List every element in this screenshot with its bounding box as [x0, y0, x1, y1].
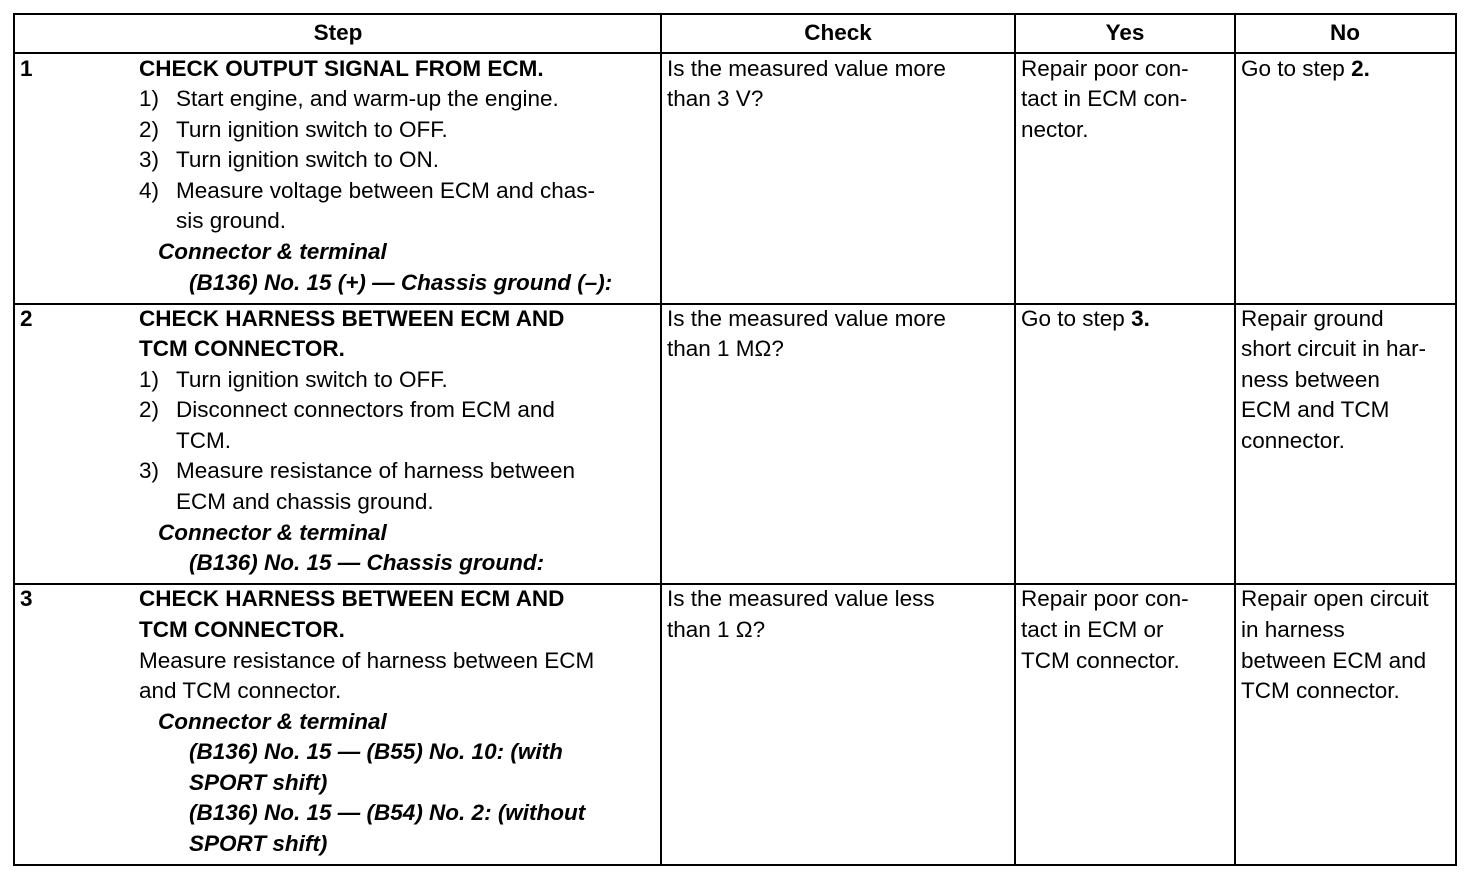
no-text: in harness — [1241, 617, 1345, 642]
procedure-text: sis ground. — [176, 208, 287, 233]
procedure-text: TCM. — [176, 428, 231, 453]
step-title: CHECK HARNESS BETWEEN ECM AND — [139, 586, 565, 611]
header-step: Step — [313, 20, 363, 45]
procedure-text: Turn ignition switch to ON. — [176, 147, 440, 172]
connector-label: Connector & terminal — [158, 709, 387, 734]
no-text: between ECM and — [1241, 648, 1427, 673]
yes-text: nector. — [1021, 117, 1089, 142]
header-no: No — [1330, 20, 1360, 45]
procedure-text: Measure voltage between ECM and chas- — [176, 178, 595, 203]
step-number: 2 — [20, 306, 33, 331]
yes-text: tact in ECM con- — [1021, 86, 1188, 111]
go-to-step-prefix: Go to step — [1021, 306, 1132, 331]
table-row-step-3 — [20, 586, 1429, 856]
procedure-number: 3) — [139, 147, 160, 172]
no-text: Repair ground — [1241, 306, 1384, 331]
yes-text: Repair poor con- — [1021, 586, 1189, 611]
check-text: than 1 Ω? — [667, 617, 766, 642]
table-row-step-1 — [20, 56, 1370, 295]
procedure-number: 1) — [139, 86, 160, 111]
connector-terminal-value: (B136) No. 15 — Chassis ground: — [189, 550, 545, 575]
check-text: than 1 MΩ? — [667, 336, 784, 361]
check-text: Is the measured value less — [667, 586, 935, 611]
no-text: Repair open circuit — [1241, 586, 1429, 611]
go-to-step-prefix: Go to step — [1241, 56, 1352, 81]
step-title: CHECK OUTPUT SIGNAL FROM ECM. — [139, 56, 544, 81]
procedure-text: ECM and chassis ground. — [176, 489, 434, 514]
no-text: short circuit in har- — [1241, 336, 1427, 361]
connector-terminal-value: (B136) No. 15 — (B54) No. 2: (without — [189, 800, 586, 825]
step-title: CHECK HARNESS BETWEEN ECM AND — [139, 306, 565, 331]
step-number: 3 — [20, 586, 33, 611]
no-text: connector. — [1241, 428, 1345, 453]
no-text: TCM connector. — [1241, 678, 1400, 703]
connector-terminal-value: (B136) No. 15 — (B55) No. 10: (with — [189, 739, 563, 764]
connector-terminal-value: (B136) No. 15 (+) — Chassis ground (–): — [189, 270, 613, 295]
go-to-step-number: 3. — [1131, 306, 1150, 331]
procedure-number: 4) — [139, 178, 160, 203]
header-yes: Yes — [1105, 20, 1145, 45]
header-check: Check — [804, 20, 872, 45]
check-text: than 3 V? — [667, 86, 764, 111]
table-row-step-2 — [20, 306, 1426, 575]
no-text: ness between — [1241, 367, 1380, 392]
table-header — [314, 20, 1360, 45]
procedure-text: Measure resistance of harness between — [176, 458, 575, 483]
procedure-text: Start engine, and warm-up the engine. — [176, 86, 559, 111]
connector-label: Connector & terminal — [158, 520, 387, 545]
no-text — [1241, 56, 1370, 81]
procedure-text: Disconnect connectors from ECM and — [176, 397, 555, 422]
procedure-number: 3) — [139, 458, 160, 483]
step-number: 1 — [20, 56, 33, 81]
step-title: TCM CONNECTOR. — [139, 617, 345, 642]
procedure-text: Turn ignition switch to OFF. — [176, 367, 448, 392]
yes-text — [1021, 306, 1150, 331]
step-title: TCM CONNECTOR. — [139, 336, 345, 361]
yes-text: Repair poor con- — [1021, 56, 1189, 81]
connector-label: Connector & terminal — [158, 239, 387, 264]
procedure-number: 2) — [139, 397, 160, 422]
connector-terminal-value: SPORT shift) — [189, 770, 328, 795]
check-text: Is the measured value more — [667, 306, 946, 331]
procedure-text: and TCM connector. — [139, 678, 342, 703]
procedure-number: 1) — [139, 367, 160, 392]
no-text: ECM and TCM — [1241, 397, 1390, 422]
procedure-number: 2) — [139, 117, 160, 142]
check-text: Is the measured value more — [667, 56, 946, 81]
procedure-text: Turn ignition switch to OFF. — [176, 117, 448, 142]
go-to-step-number: 2. — [1351, 56, 1370, 81]
yes-text: tact in ECM or — [1021, 617, 1164, 642]
yes-text: TCM connector. — [1021, 648, 1180, 673]
procedure-text: Measure resistance of harness between ECM — [139, 648, 595, 673]
connector-terminal-value: SPORT shift) — [189, 831, 328, 856]
